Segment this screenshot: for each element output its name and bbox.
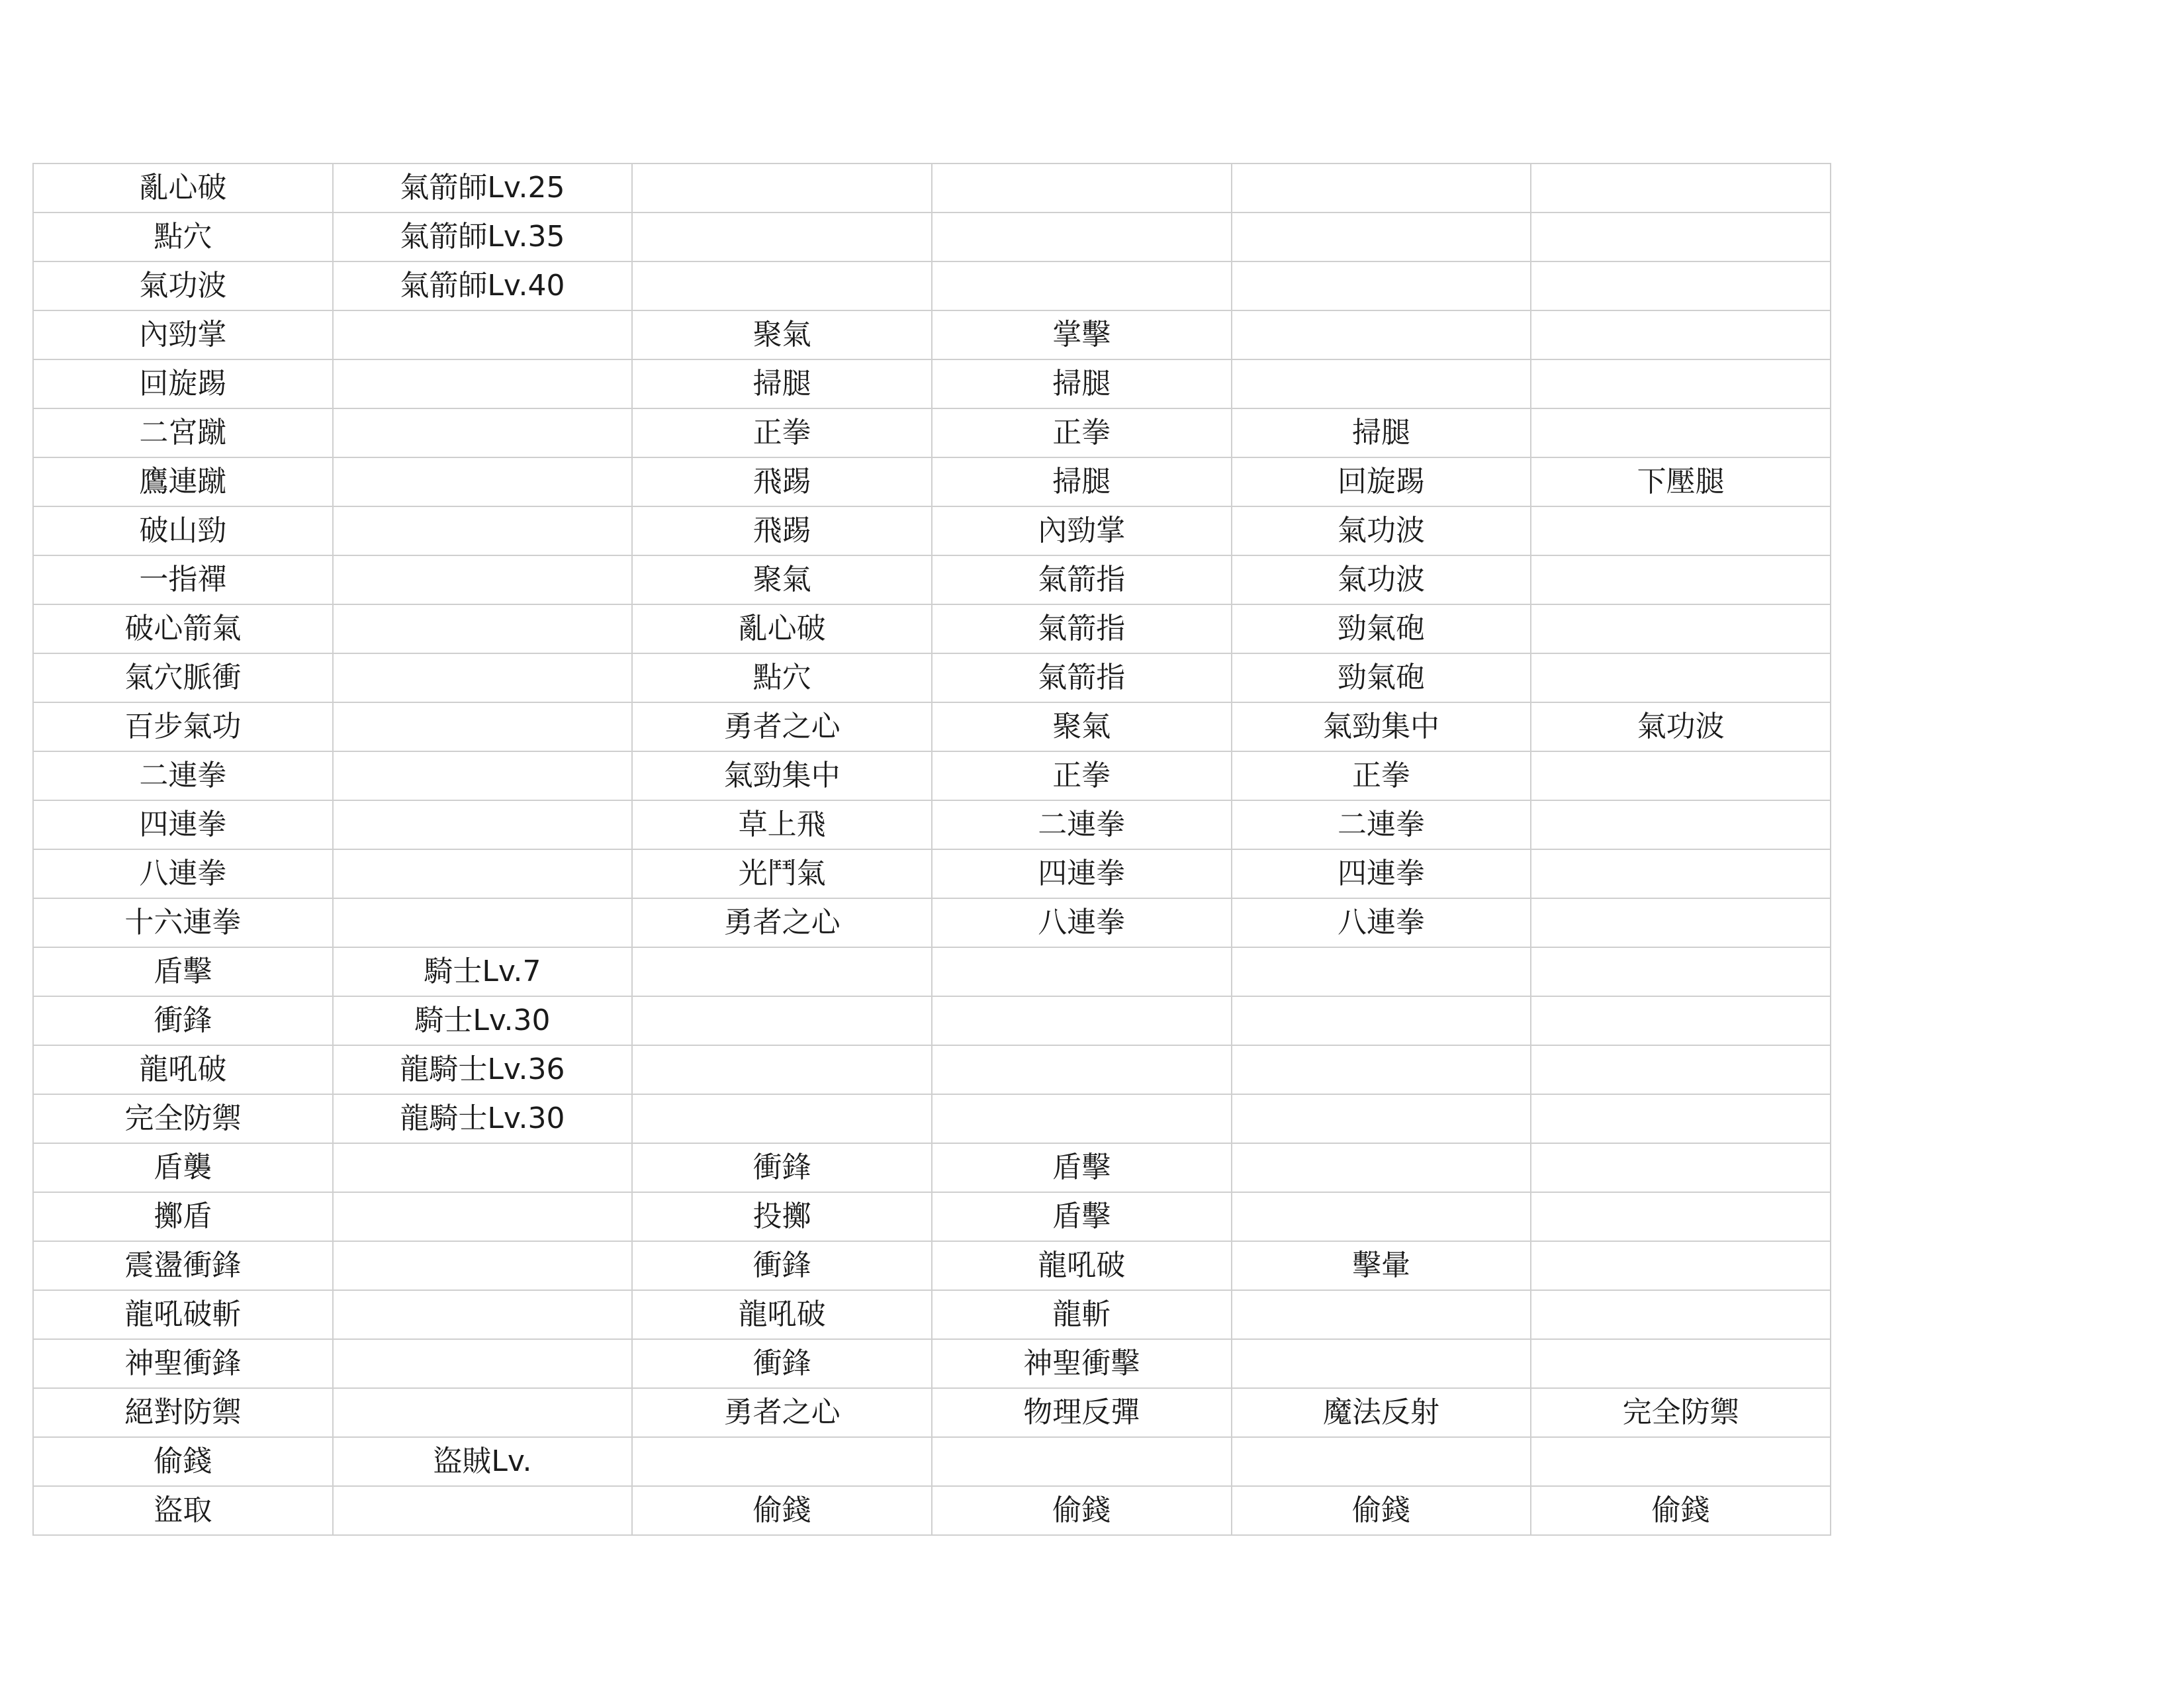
prerequisite-cell-2[interactable] <box>932 947 1232 996</box>
skill-name-cell[interactable]: 回旋踢 <box>33 359 333 408</box>
class-requirement-cell[interactable] <box>333 800 633 849</box>
prerequisite-cell-1[interactable]: 投擲 <box>632 1192 932 1241</box>
class-requirement-cell[interactable]: 氣箭師Lv.35 <box>333 212 633 261</box>
prerequisite-cell-3[interactable] <box>1232 164 1531 212</box>
table-row <box>33 1437 1831 1486</box>
table-row <box>33 555 1831 604</box>
class-requirement-cell[interactable] <box>333 555 633 604</box>
prerequisite-cell-1[interactable] <box>632 1094 932 1143</box>
prerequisite-cell-4[interactable] <box>1531 898 1831 947</box>
class-requirement-cell[interactable]: 龍騎士Lv.30 <box>333 1094 633 1143</box>
prerequisite-cell-3[interactable]: 勁氣砲 <box>1232 604 1531 653</box>
prerequisite-cell-1[interactable]: 氣勁集中 <box>632 751 932 800</box>
skill-name-cell[interactable]: 盾襲 <box>33 1143 333 1192</box>
skill-name-cell[interactable]: 盾擊 <box>33 947 333 996</box>
class-requirement-cell[interactable] <box>333 849 633 898</box>
prerequisite-cell-4[interactable] <box>1531 947 1831 996</box>
skill-name-cell[interactable]: 破山勁 <box>33 506 333 555</box>
class-requirement-cell[interactable]: 氣箭師Lv.25 <box>333 164 633 212</box>
class-requirement-cell[interactable] <box>333 1290 633 1339</box>
class-requirement-cell[interactable] <box>333 408 633 457</box>
prerequisite-cell-1[interactable]: 偷錢 <box>632 1486 932 1535</box>
prerequisite-cell-3[interactable]: 氣功波 <box>1232 506 1531 555</box>
prerequisite-cell-1[interactable] <box>632 164 932 212</box>
prerequisite-cell-4[interactable] <box>1531 359 1831 408</box>
prerequisite-cell-4[interactable]: 偷錢 <box>1531 1486 1831 1535</box>
skill-name-cell[interactable]: 一指禪 <box>33 555 333 604</box>
skill-name-cell[interactable]: 偷錢 <box>33 1437 333 1486</box>
prerequisite-cell-3[interactable]: 偷錢 <box>1232 1486 1531 1535</box>
prerequisite-cell-1[interactable]: 掃腿 <box>632 359 932 408</box>
class-requirement-cell[interactable] <box>333 1143 633 1192</box>
table-row <box>33 506 1831 555</box>
table-row <box>33 604 1831 653</box>
prerequisite-cell-3[interactable] <box>1232 996 1531 1045</box>
prerequisite-cell-4[interactable]: 氣功波 <box>1531 702 1831 751</box>
class-requirement-cell[interactable] <box>333 457 633 506</box>
prerequisite-cell-3[interactable]: 二連拳 <box>1232 800 1531 849</box>
class-requirement-cell[interactable]: 騎士Lv.7 <box>333 947 633 996</box>
prerequisite-cell-3[interactable] <box>1232 947 1531 996</box>
prerequisite-cell-3[interactable] <box>1232 1045 1531 1094</box>
prerequisite-cell-4[interactable] <box>1531 1192 1831 1241</box>
prerequisite-cell-1[interactable]: 聚氣 <box>632 555 932 604</box>
prerequisite-cell-2[interactable]: 聚氣 <box>932 702 1232 751</box>
prerequisite-cell-2[interactable]: 掃腿 <box>932 359 1232 408</box>
table-row <box>33 898 1831 947</box>
prerequisite-cell-4[interactable]: 下壓腿 <box>1531 457 1831 506</box>
table-row <box>33 457 1831 506</box>
table-row <box>33 310 1831 359</box>
prerequisite-cell-1[interactable]: 衝鋒 <box>632 1241 932 1290</box>
skill-name-cell[interactable]: 點穴 <box>33 212 333 261</box>
table-row <box>33 1045 1831 1094</box>
prerequisite-cell-3[interactable] <box>1232 1290 1531 1339</box>
prerequisite-cell-1[interactable]: 勇者之心 <box>632 898 932 947</box>
prerequisite-cell-3[interactable]: 魔法反射 <box>1232 1388 1531 1437</box>
skill-name-cell[interactable]: 盜取 <box>33 1486 333 1535</box>
class-requirement-cell[interactable]: 龍騎士Lv.36 <box>333 1045 633 1094</box>
table-row <box>33 947 1831 996</box>
prerequisite-cell-1[interactable] <box>632 1045 932 1094</box>
class-requirement-cell[interactable] <box>333 751 633 800</box>
prerequisite-cell-4[interactable] <box>1531 751 1831 800</box>
prerequisite-cell-3[interactable] <box>1232 261 1531 310</box>
prerequisite-cell-4[interactable] <box>1531 1437 1831 1486</box>
prerequisite-cell-3[interactable]: 氣功波 <box>1232 555 1531 604</box>
table-row <box>33 653 1831 702</box>
prerequisite-cell-3[interactable]: 四連拳 <box>1232 849 1531 898</box>
prerequisite-cell-2[interactable]: 龍吼破 <box>932 1241 1232 1290</box>
prerequisite-cell-2[interactable]: 二連拳 <box>932 800 1232 849</box>
prerequisite-cell-3[interactable] <box>1232 310 1531 359</box>
prerequisite-cell-1[interactable] <box>632 212 932 261</box>
prerequisite-cell-1[interactable]: 草上飛 <box>632 800 932 849</box>
prerequisite-cell-1[interactable]: 聚氣 <box>632 310 932 359</box>
skill-name-cell[interactable]: 二連拳 <box>33 751 333 800</box>
skill-name-cell[interactable]: 衝鋒 <box>33 996 333 1045</box>
prerequisite-cell-2[interactable]: 龍斬 <box>932 1290 1232 1339</box>
prerequisite-cell-1[interactable]: 衝鋒 <box>632 1143 932 1192</box>
table-row <box>33 164 1831 212</box>
skill-name-cell[interactable]: 神聖衝鋒 <box>33 1339 333 1388</box>
table-row <box>33 1143 1831 1192</box>
prerequisite-cell-2[interactable]: 氣箭指 <box>932 604 1232 653</box>
skill-name-cell[interactable]: 八連拳 <box>33 849 333 898</box>
prerequisite-cell-4[interactable] <box>1531 653 1831 702</box>
prerequisite-cell-4[interactable] <box>1531 506 1831 555</box>
skill-name-cell[interactable]: 擲盾 <box>33 1192 333 1241</box>
table-row <box>33 1094 1831 1143</box>
prerequisite-cell-1[interactable] <box>632 947 932 996</box>
skill-name-cell[interactable]: 二宮蹴 <box>33 408 333 457</box>
prerequisite-cell-3[interactable] <box>1232 1437 1531 1486</box>
prerequisite-cell-2[interactable]: 偷錢 <box>932 1486 1232 1535</box>
prerequisite-cell-4[interactable] <box>1531 261 1831 310</box>
prerequisite-cell-4[interactable] <box>1531 408 1831 457</box>
class-requirement-cell[interactable]: 騎士Lv.30 <box>333 996 633 1045</box>
skill-table-body <box>33 164 1831 1535</box>
class-requirement-cell[interactable] <box>333 1388 633 1437</box>
prerequisite-cell-3[interactable] <box>1232 1339 1531 1388</box>
skill-name-cell[interactable]: 內勁掌 <box>33 310 333 359</box>
prerequisite-cell-4[interactable] <box>1531 212 1831 261</box>
prerequisite-cell-2[interactable]: 正拳 <box>932 751 1232 800</box>
prerequisite-cell-4[interactable] <box>1531 555 1831 604</box>
skill-name-cell[interactable]: 震盪衝鋒 <box>33 1241 333 1290</box>
prerequisite-cell-4[interactable] <box>1531 1241 1831 1290</box>
prerequisite-cell-2[interactable] <box>932 261 1232 310</box>
table-row <box>33 996 1831 1045</box>
prerequisite-cell-3[interactable]: 回旋踢 <box>1232 457 1531 506</box>
prerequisite-cell-1[interactable]: 勇者之心 <box>632 702 932 751</box>
table-row <box>33 800 1831 849</box>
prerequisite-cell-1[interactable]: 亂心破 <box>632 604 932 653</box>
prerequisite-cell-2[interactable] <box>932 212 1232 261</box>
prerequisite-cell-3[interactable] <box>1232 1143 1531 1192</box>
table-row <box>33 261 1831 310</box>
class-requirement-cell[interactable]: 盜賊Lv. <box>333 1437 633 1486</box>
prerequisite-cell-2[interactable]: 物理反彈 <box>932 1388 1232 1437</box>
table-row <box>33 1388 1831 1437</box>
class-requirement-cell[interactable] <box>333 898 633 947</box>
prerequisite-cell-1[interactable]: 飛踢 <box>632 506 932 555</box>
prerequisite-cell-2[interactable]: 神聖衝擊 <box>932 1339 1232 1388</box>
table-row <box>33 408 1831 457</box>
prerequisite-cell-4[interactable] <box>1531 604 1831 653</box>
table-row <box>33 1290 1831 1339</box>
skill-name-cell[interactable]: 十六連拳 <box>33 898 333 947</box>
prerequisite-cell-2[interactable]: 四連拳 <box>932 849 1232 898</box>
prerequisite-cell-4[interactable] <box>1531 1290 1831 1339</box>
prerequisite-cell-3[interactable] <box>1232 359 1531 408</box>
class-requirement-cell[interactable] <box>333 310 633 359</box>
prerequisite-cell-1[interactable] <box>632 1437 932 1486</box>
skill-name-cell[interactable]: 完全防禦 <box>33 1094 333 1143</box>
prerequisite-cell-3[interactable]: 正拳 <box>1232 751 1531 800</box>
class-requirement-cell[interactable] <box>333 1192 633 1241</box>
skill-name-cell[interactable]: 破心箭氣 <box>33 604 333 653</box>
prerequisite-cell-1[interactable] <box>632 996 932 1045</box>
prerequisite-cell-2[interactable]: 內勁掌 <box>932 506 1232 555</box>
prerequisite-cell-2[interactable] <box>932 996 1232 1045</box>
table-row <box>33 1486 1831 1535</box>
prerequisite-cell-2[interactable]: 盾擊 <box>932 1192 1232 1241</box>
prerequisite-cell-2[interactable] <box>932 164 1232 212</box>
prerequisite-cell-1[interactable]: 衝鋒 <box>632 1339 932 1388</box>
class-requirement-cell[interactable] <box>333 506 633 555</box>
prerequisite-cell-1[interactable]: 龍吼破 <box>632 1290 932 1339</box>
class-requirement-cell[interactable] <box>333 1486 633 1535</box>
skill-name-cell[interactable]: 鷹連蹴 <box>33 457 333 506</box>
prerequisite-cell-1[interactable] <box>632 261 932 310</box>
prerequisite-cell-3[interactable]: 勁氣砲 <box>1232 653 1531 702</box>
table-row <box>33 1241 1831 1290</box>
class-requirement-cell[interactable] <box>333 1339 633 1388</box>
skill-name-cell[interactable]: 四連拳 <box>33 800 333 849</box>
prerequisite-cell-3[interactable]: 掃腿 <box>1232 408 1531 457</box>
prerequisite-cell-3[interactable]: 氣勁集中 <box>1232 702 1531 751</box>
table-row <box>33 849 1831 898</box>
prerequisite-cell-1[interactable]: 正拳 <box>632 408 932 457</box>
prerequisite-cell-2[interactable] <box>932 1437 1232 1486</box>
prerequisite-cell-2[interactable]: 掌擊 <box>932 310 1232 359</box>
skill-name-cell[interactable]: 絕對防禦 <box>33 1388 333 1437</box>
prerequisite-cell-2[interactable]: 氣箭指 <box>932 653 1232 702</box>
prerequisite-cell-1[interactable]: 點穴 <box>632 653 932 702</box>
skill-name-cell[interactable]: 龍吼破斬 <box>33 1290 333 1339</box>
prerequisite-cell-3[interactable] <box>1232 212 1531 261</box>
prerequisite-cell-4[interactable] <box>1531 1143 1831 1192</box>
prerequisite-cell-2[interactable]: 盾擊 <box>932 1143 1232 1192</box>
prerequisite-cell-1[interactable]: 勇者之心 <box>632 1388 932 1437</box>
table-row <box>33 1192 1831 1241</box>
prerequisite-cell-2[interactable] <box>932 1045 1232 1094</box>
prerequisite-cell-4[interactable] <box>1531 164 1831 212</box>
class-requirement-cell[interactable] <box>333 359 633 408</box>
prerequisite-cell-2[interactable]: 掃腿 <box>932 457 1232 506</box>
prerequisite-cell-4[interactable] <box>1531 849 1831 898</box>
skill-name-cell[interactable]: 氣穴脈衝 <box>33 653 333 702</box>
prerequisite-cell-3[interactable]: 擊暈 <box>1232 1241 1531 1290</box>
prerequisite-cell-3[interactable] <box>1232 1094 1531 1143</box>
prerequisite-cell-4[interactable] <box>1531 800 1831 849</box>
class-requirement-cell[interactable]: 氣箭師Lv.40 <box>333 261 633 310</box>
prerequisite-cell-4[interactable] <box>1531 1045 1831 1094</box>
class-requirement-cell[interactable] <box>333 653 633 702</box>
class-requirement-cell[interactable] <box>333 1241 633 1290</box>
class-requirement-cell[interactable] <box>333 702 633 751</box>
prerequisite-cell-4[interactable]: 完全防禦 <box>1531 1388 1831 1437</box>
prerequisite-cell-4[interactable] <box>1531 996 1831 1045</box>
prerequisite-cell-1[interactable]: 光鬥氣 <box>632 849 932 898</box>
skill-name-cell[interactable]: 龍吼破 <box>33 1045 333 1094</box>
prerequisite-cell-4[interactable] <box>1531 1094 1831 1143</box>
skill-table <box>32 163 1831 1536</box>
prerequisite-cell-2[interactable]: 氣箭指 <box>932 555 1232 604</box>
table-row <box>33 702 1831 751</box>
skill-name-cell[interactable]: 百步氣功 <box>33 702 333 751</box>
prerequisite-cell-4[interactable] <box>1531 1339 1831 1388</box>
table-row <box>33 359 1831 408</box>
skill-name-cell[interactable]: 亂心破 <box>33 164 333 212</box>
table-row <box>33 751 1831 800</box>
table-row <box>33 212 1831 261</box>
skill-name-cell[interactable]: 氣功波 <box>33 261 333 310</box>
table-row <box>33 1339 1831 1388</box>
prerequisite-cell-3[interactable] <box>1232 1192 1531 1241</box>
prerequisite-cell-2[interactable] <box>932 1094 1232 1143</box>
class-requirement-cell[interactable] <box>333 604 633 653</box>
prerequisite-cell-2[interactable]: 八連拳 <box>932 898 1232 947</box>
prerequisite-cell-2[interactable]: 正拳 <box>932 408 1232 457</box>
prerequisite-cell-4[interactable] <box>1531 310 1831 359</box>
prerequisite-cell-3[interactable]: 八連拳 <box>1232 898 1531 947</box>
prerequisite-cell-1[interactable]: 飛踢 <box>632 457 932 506</box>
